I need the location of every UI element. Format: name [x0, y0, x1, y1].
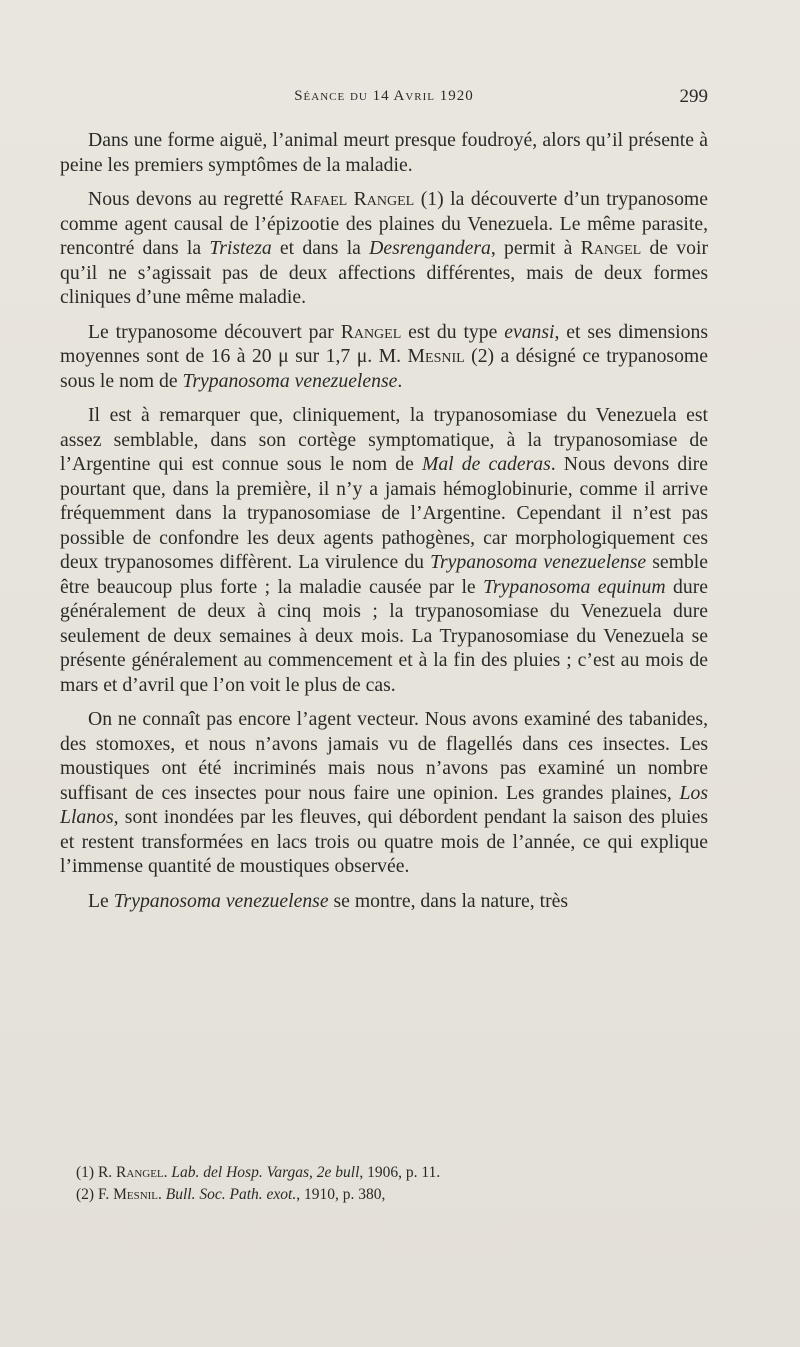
paragraph — [60, 707, 708, 879]
footnote-number: (1) — [76, 1164, 98, 1181]
text-run: Nous devons au regretté — [88, 188, 290, 210]
text-run: . — [397, 369, 403, 392]
text-run: Dans une forme aiguë, l’animal meurt presque foudroyé, alors qu’il présente à peine les premiers symptômes de la maladie. — [60, 129, 708, 176]
text-run: (2) a désigné ce trypanosome sous le nom de — [60, 345, 708, 392]
text-run: Le — [88, 889, 114, 912]
text-run: se montre, dans la nature, très — [328, 889, 569, 912]
italic-term: Los Llanos — [60, 781, 708, 828]
footnote-source: Bull. Soc. Path. exot. — [165, 1186, 297, 1203]
text-run: , sont inondées par les fleuves, qui débordent pendant la saison des pluies et restent transformées en lacs trois ou quatre mois de l’année, ce qui explique l’immense quantité de moustiques observée. — [60, 806, 708, 877]
page-number: 299 — [679, 86, 708, 107]
footnote-author: F. Mesnil — [97, 1186, 159, 1203]
text-run: semble être beaucoup plus forte ; la maladie causée par le — [60, 551, 708, 598]
footnote-number: (2) — [76, 1186, 98, 1203]
italic-term: Trypanosoma venezuelense — [430, 551, 647, 573]
text-run: On ne connaît pas encore l’agent vecteur. Nous avons examiné des tabanides, des stomoxes, et nous n’avons jamais vu de flagellés dans ces insectes. Les moustiques ont été incriminés mais nous n’avons pas examiné un nombre suffisant de ces insectes pour nous faire une opinion. Les grandes plaines, — [60, 708, 708, 804]
paragraph — [60, 320, 708, 394]
text-run: . — [163, 1164, 172, 1181]
text-run: , 1906, p. 11. — [359, 1164, 441, 1181]
italic-term: Trypanosoma equinum — [483, 575, 666, 598]
text-run: , 1910, p. 380, — [296, 1186, 386, 1203]
text-run: Le trypanosome découvert par — [88, 320, 341, 343]
footnote-source: Lab. del Hosp. Vargas, 2e bull — [171, 1164, 360, 1181]
italic-term: Tristeza — [209, 237, 272, 259]
italic-term: Trypanosoma venezuelense — [113, 889, 329, 912]
footnote — [76, 1162, 696, 1184]
paragraph — [60, 403, 708, 697]
text-run: Il est à remarquer que, cliniquement, la trypanosomiase du Venezuela est assez semblable, dans son cortège symptomatique, à la trypanosomiase de l’Argentine qui est connue sous le nom de — [60, 404, 708, 475]
text-run: dure généralement de deux à cinq mois ; la trypanosomiase du Venezuela dure seulement de deux semaines à deux mois. La Trypanosomiase du Venezuela se présente généralement au commencement et à la fin des pluies ; c’est au mois de mars et d’avril que l’on voit le plus de cas. — [60, 575, 709, 696]
author-name: Rafael Rangel — [289, 188, 415, 210]
footnotes — [76, 1162, 696, 1206]
text-run: . — [158, 1186, 166, 1203]
text-run: de voir qu’il ne s’agissait pas de deux affections différentes, mais de deux formes cliniques d’une même maladie. — [60, 237, 708, 308]
italic-term: Desrengandera — [369, 237, 491, 259]
running-head: Séance du 14 Avril 1920 — [294, 88, 474, 104]
author-name: Rangel — [340, 320, 402, 343]
text-run: . Nous devons dire pourtant que, dans la première, il n’y a jamais hémoglobinurie, comme il arrive fréquemment dans la trypanosomiase de l’Argentine. Cependant il n’est pas possible de confondre les deux agents pathogènes, car morphologiquement ces deux trypanosomes diffèrent. La virulence du — [60, 453, 708, 573]
text-run: (1) la découverte d’un trypanosome comme agent causal de l’épizootie des plaines du Venezuela. Le même parasite, rencontré dans la — [60, 188, 708, 259]
paragraph — [60, 128, 708, 177]
italic-term: Trypanosoma venezuelense — [182, 369, 398, 392]
footnote — [76, 1184, 696, 1206]
text-run: et dans la — [271, 237, 370, 259]
text-run: , et ses dimensions moyennes sont de 16 à 20 μ sur 1,7 μ. M. — [60, 320, 709, 367]
author-name: Mesnil — [407, 345, 465, 367]
page-header — [60, 88, 708, 116]
italic-term: Mal de caderas — [421, 453, 551, 475]
author-name: Rangel — [580, 237, 642, 259]
body-text — [60, 128, 708, 913]
text-run: est du type — [401, 320, 505, 343]
paragraph — [60, 187, 708, 310]
italic-term: evansi — [504, 320, 555, 343]
paragraph — [60, 889, 708, 914]
text-run: , permit à — [490, 237, 581, 259]
footnote-author: R. Rangel — [97, 1164, 164, 1181]
